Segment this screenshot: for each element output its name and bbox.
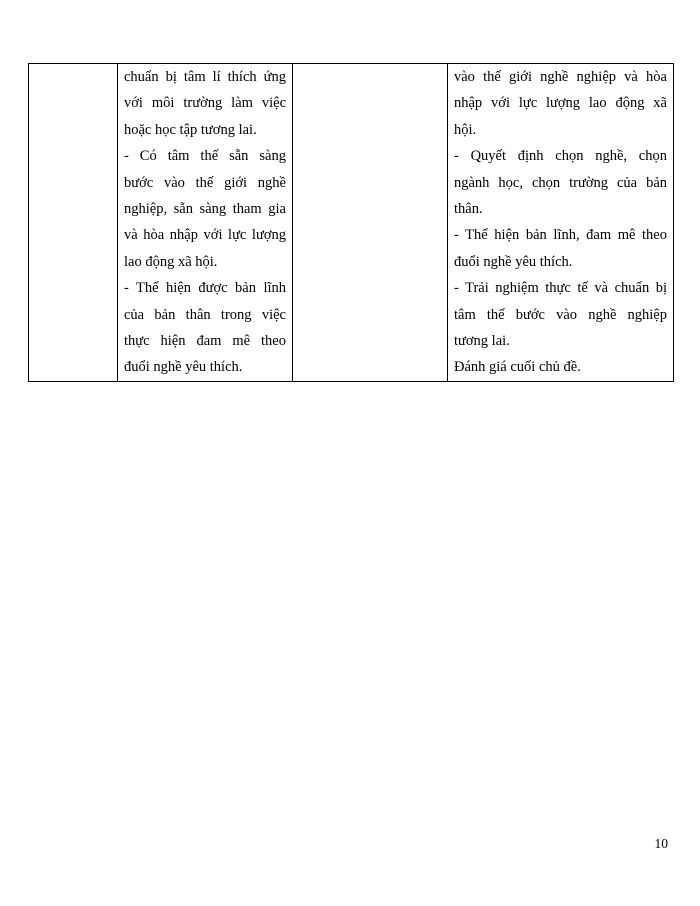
text-line: vào thế giới nghề nghiệp và hòa bbox=[454, 69, 667, 85]
text-line: nhập với lực lượng lao động xã bbox=[454, 95, 667, 112]
text-line: chuẩn bị tâm lí thích ứng bbox=[124, 69, 286, 85]
text-line: - Thể hiện được bản lĩnh bbox=[124, 280, 286, 297]
text-line: Đánh giá cuối chủ đề. bbox=[454, 359, 581, 376]
table-row bbox=[29, 64, 674, 382]
text-line: với môi trường làm việc bbox=[124, 95, 286, 112]
text-line: hội. bbox=[454, 121, 477, 138]
text-line: tương lai. bbox=[454, 333, 510, 350]
page-number: 10 bbox=[654, 836, 668, 851]
text-line: bước vào thế giới nghề bbox=[124, 174, 286, 191]
text-line: đuổi nghề yêu thích. bbox=[454, 253, 573, 270]
text-line: - Trải nghiệm thực tế và chuẩn bị bbox=[454, 280, 667, 297]
table-cell-col1 bbox=[29, 64, 118, 382]
text-line: tâm thế bước vào nghề nghiệp bbox=[454, 306, 667, 323]
text-line: - Quyết định chọn nghề, chọn bbox=[454, 148, 667, 165]
text-line: và hòa nhập với lực lượng bbox=[124, 227, 286, 244]
text-line: hoặc học tập tương lai. bbox=[124, 121, 257, 138]
text-line: của bản thân trong việc bbox=[124, 306, 286, 323]
text-line: ngành học, chọn trường của bản bbox=[454, 174, 667, 191]
text-line: thực hiện đam mê theo bbox=[124, 333, 286, 350]
text-line: đuổi nghề yêu thích. bbox=[124, 359, 243, 376]
text-line: - Thể hiện bản lĩnh, đam mê theo bbox=[454, 227, 667, 244]
activities-text bbox=[454, 64, 667, 381]
content-table bbox=[28, 63, 674, 382]
text-line: nghiệp, sẵn sàng tham gia bbox=[124, 201, 286, 218]
objectives-text bbox=[124, 64, 286, 381]
text-line: lao động xã hội. bbox=[124, 253, 218, 270]
text-line: - Có tâm thế sẵn sàng bbox=[124, 148, 286, 165]
text-line: thân. bbox=[454, 201, 483, 218]
table-cell-col4 bbox=[448, 64, 674, 382]
table-cell-col3 bbox=[293, 64, 448, 382]
table-cell-col2 bbox=[118, 64, 293, 382]
